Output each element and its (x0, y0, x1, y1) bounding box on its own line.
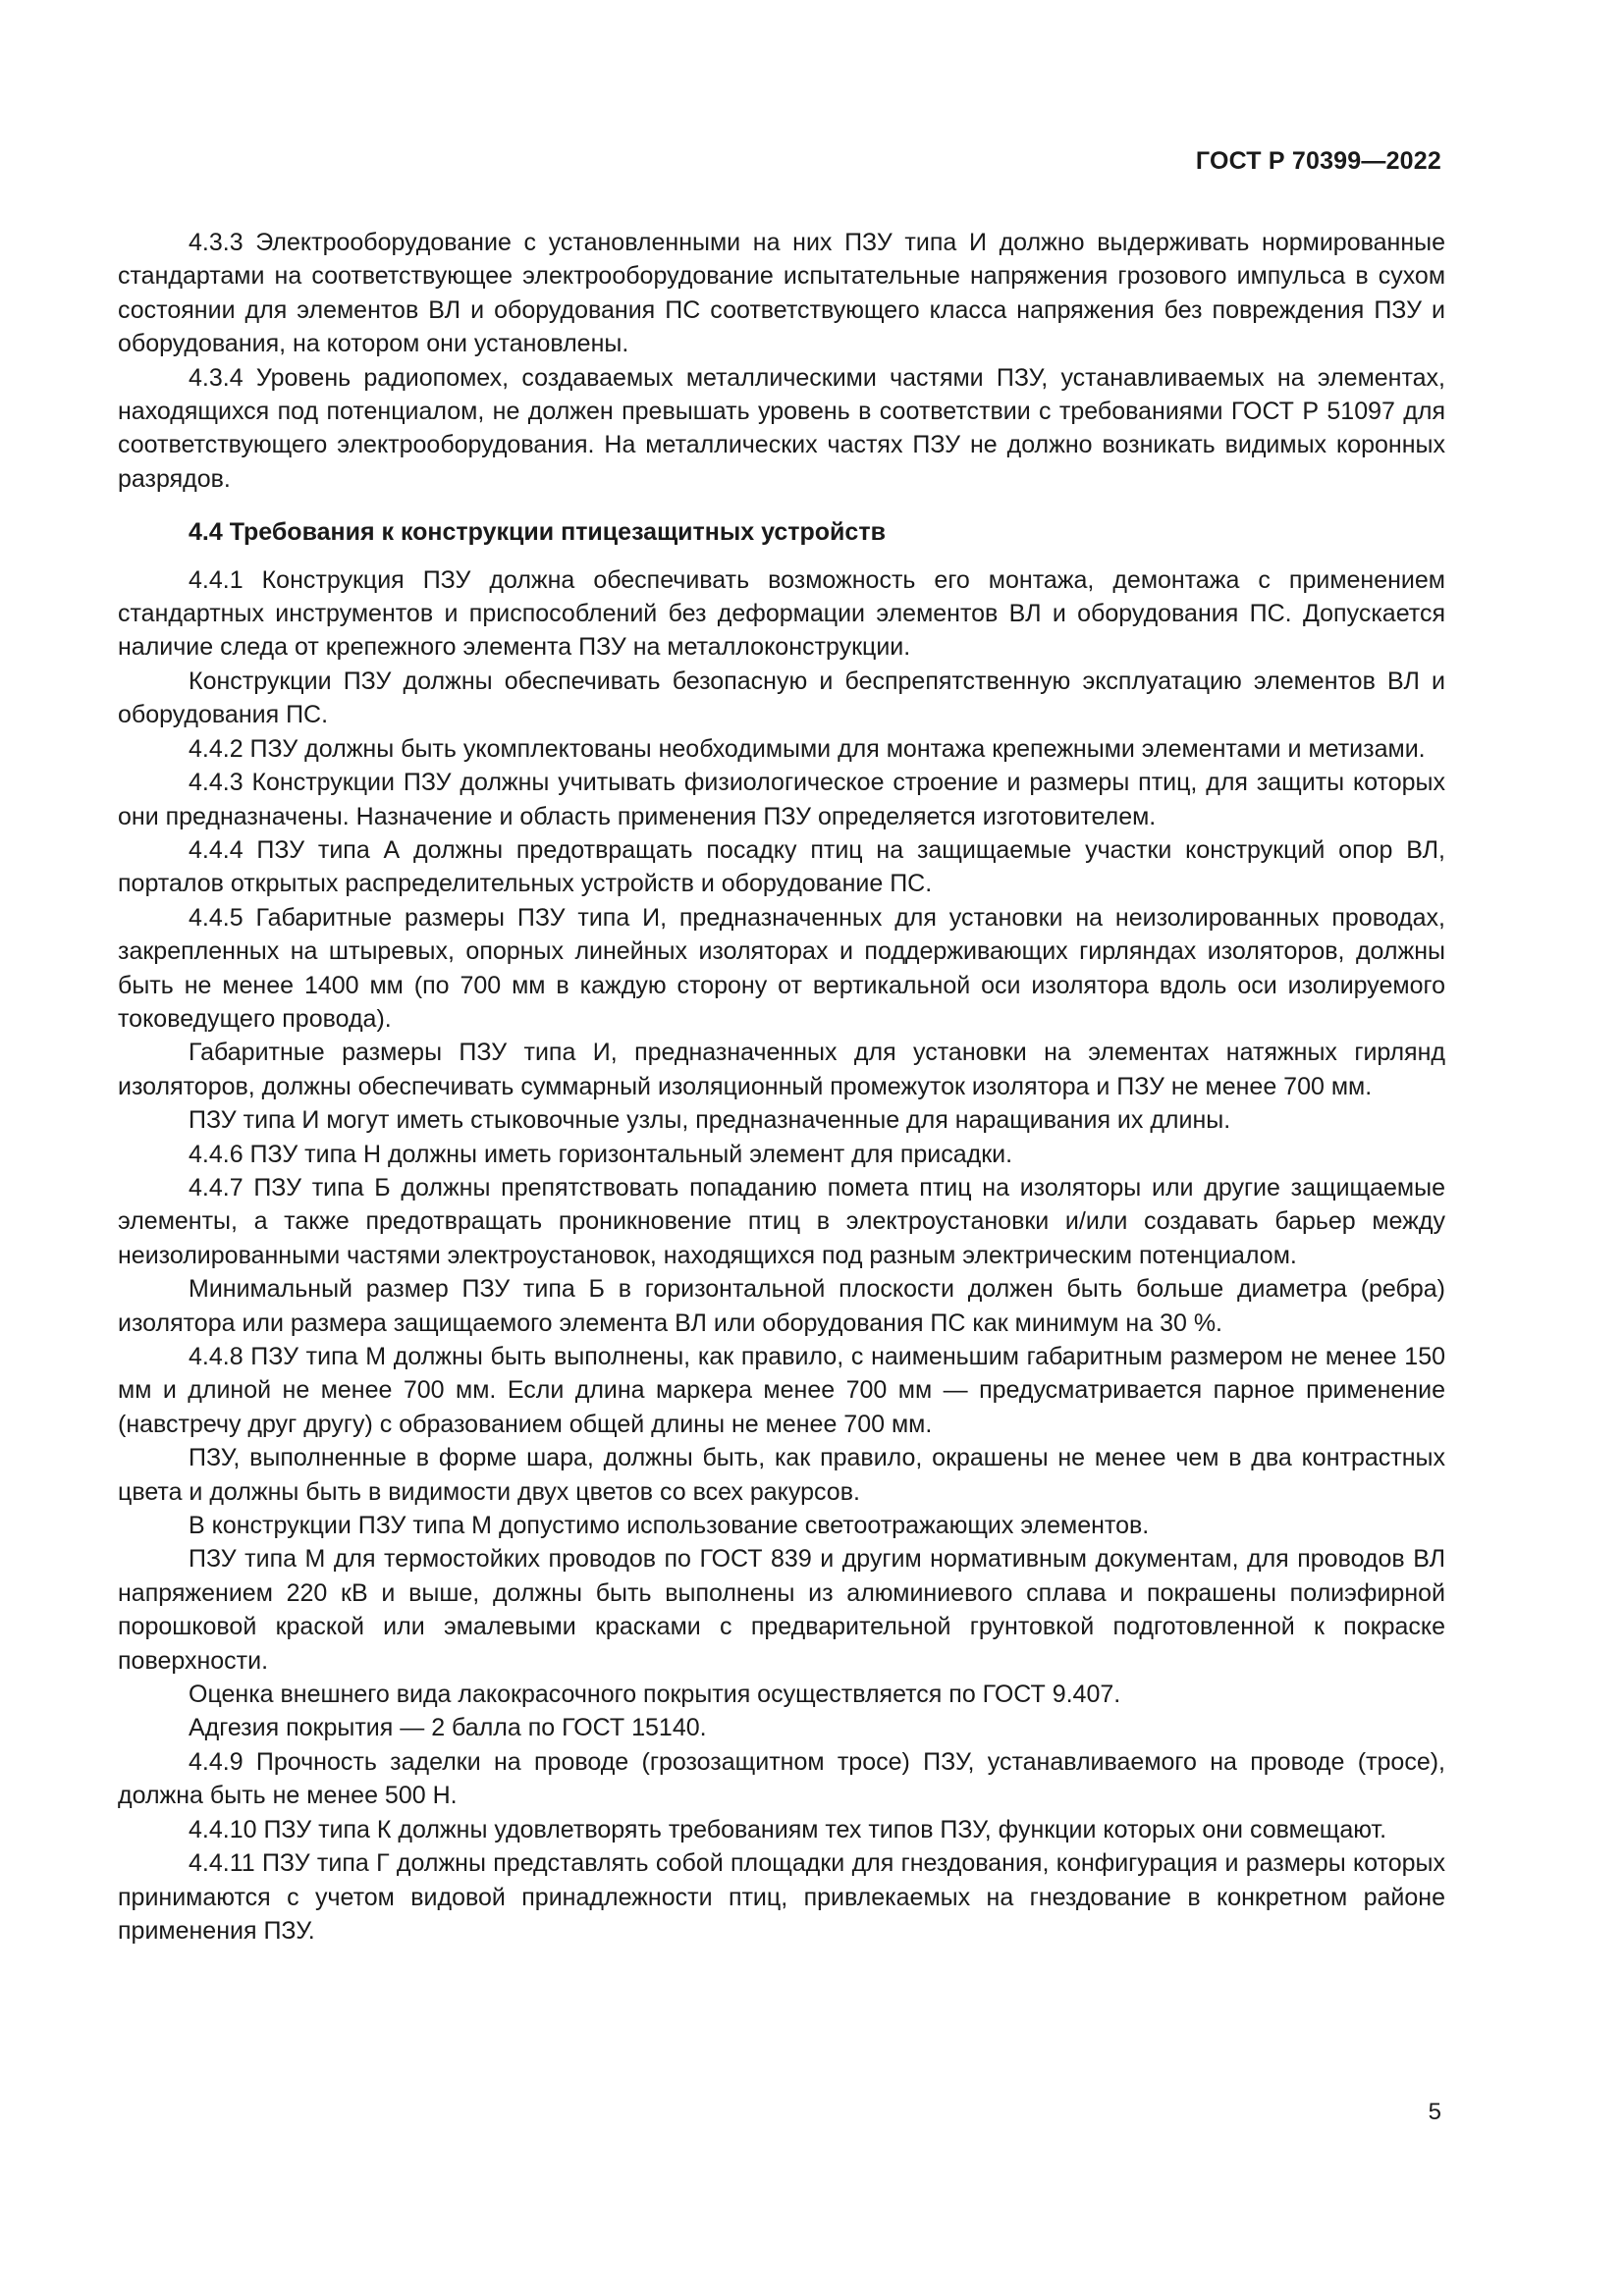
paragraph: Минимальный размер ПЗУ типа Б в горизонтальной плоскости должен быть больше диаметра (ребра) изолятора или размера защищаемого элемента ВЛ или оборудования ПС как минимум на 30 %. (118, 1275, 1445, 1337)
paragraph: 4.4.4 ПЗУ типа А должны предотвращать посадку птиц на защищаемые участки конструкций опор ВЛ, порталов открытых распределительных устройств и оборудование ПС. (118, 835, 1445, 898)
paragraph: 4.4.8 ПЗУ типа М должны быть выполнены, как правило, с наименьшим габаритным размером не менее 150 мм и длиной не менее 700 мм. Если длина маркера менее 700 мм — предусматривается парное применение (навстречу друг другу) с образованием общей длины не менее 700 мм. (118, 1343, 1445, 1438)
paragraph: Габаритные размеры ПЗУ типа И, предназначенных для установки на элементах натяжных гирлянд изоляторов, должны обеспечивать суммарный изоляционный промежуток изолятора и ПЗУ не менее 700 мм. (118, 1039, 1445, 1100)
section-title: 4.4 Требования к конструкции птицезащитных устройств (189, 518, 886, 547)
paragraph: 4.4.2 ПЗУ должны быть укомплектованы необходимыми для монтажа крепежными элементами и метизами. (189, 734, 1426, 763)
page-number: 5 (1428, 2099, 1441, 2125)
paragraph: ПЗУ типа И могут иметь стыковочные узлы, предназначенные для наращивания их длины. (189, 1106, 1231, 1135)
paragraph: 4.4.3 Конструкции ПЗУ должны учитывать физиологическое строение и размеры птиц, для защиты которых они предназначены. Назначение и область применения ПЗУ определяется изготовителем. (118, 769, 1445, 830)
paragraph: 4.4.11 ПЗУ типа Г должны представлять собой площадки для гнездования, конфигурация и размеры которых принимаются с учетом видовой принадлежности птиц, привлекаемых на гнездование в конкретном районе применения ПЗУ. (118, 1849, 1445, 1945)
paragraph: Оценка внешнего вида лакокрасочного покрытия осуществляется по ГОСТ 9.407. (189, 1681, 1121, 1709)
paragraph-4-3-4: 4.3.4 Уровень радиопомех, создаваемых металлическими частями ПЗУ, устанавливаемых на элементах, находящихся под потенциалом, не должен превышать уровень в соответствии с требованиями ГОСТ Р 51097 для соответствующего электрооборудования. На металлических частях ПЗУ не должно возникать видимых коронных разрядов. (118, 363, 1445, 493)
paragraph: 4.4.5 Габаритные размеры ПЗУ типа И, предназначенных для установки на неизолированных проводах, закрепленных на штыревых, опорных линейных изоляторах и поддерживающих гирляндах изоляторов, должны быть не менее 1400 мм (по 700 мм в каждую сторону от вертикальной оси изолятора вдоль оси изолируемого токоведущего провода). (118, 903, 1445, 1033)
paragraph: 4.4.7 ПЗУ типа Б должны препятствовать попаданию помета птиц на изоляторы или другие защищаемые элементы, а также предотвращать проникновение птиц в электроустановки и/или создавать барьер между неизолированными частями электроустановок, находящихся под разным электрическим потенциалом. (118, 1173, 1445, 1269)
paragraph: ПЗУ типа М для термостойких проводов по ГОСТ 839 и другим нормативным документам, для проводов ВЛ напряжением 220 кВ и выше, должны быть выполнены из алюминиевого сплава и покрашены полиэфирной порошковой краской или эмалевыми красками с предварительной грунтовкой подготовленной к покраске поверхности. (118, 1545, 1445, 1675)
paragraph: 4.4.9 Прочность заделки на проводе (грозозащитном тросе) ПЗУ, устанавливаемого на проводе (тросе), должна быть не менее 500 Н. (118, 1747, 1445, 1810)
paragraph: Конструкции ПЗУ должны обеспечивать безопасную и беспрепятственную эксплуатацию элементов ВЛ и оборудования ПС. (118, 667, 1445, 729)
paragraph: ПЗУ, выполненные в форме шара, должны быть, как правило, окрашены не менее чем в два контрастных цвета и должны быть в видимости двух цветов со всех ракурсов. (118, 1444, 1445, 1506)
paragraph-4-3-3: 4.3.3 Электрооборудование с установленными на них ПЗУ типа И должно выдерживать нормированные стандартами на соответствующее электрооборудование испытательные напряжения грозового импульса в сухом состоянии для элементов ВЛ и оборудования ПС соответствующего класса напряжения без повреждения ПЗУ и оборудования, на котором они установлены. (118, 229, 1445, 358)
document-body (118, 226, 1445, 1948)
paragraph: 4.4.6 ПЗУ типа Н должны иметь горизонтальный элемент для присадки. (189, 1140, 1013, 1168)
paragraph: 4.4.10 ПЗУ типа К должны удовлетворять требованиям тех типов ПЗУ, функции которых они совмещают. (189, 1815, 1387, 1843)
paragraph: Адгезия покрытия — 2 балла по ГОСТ 15140. (189, 1714, 707, 1742)
standard-code: ГОСТ Р 70399—2022 (1195, 147, 1441, 175)
paragraph: 4.4.1 Конструкция ПЗУ должна обеспечивать возможность его монтажа, демонтажа с применением стандартных инструментов и приспособлений без деформации элементов ВЛ и оборудования ПС. Допускается наличие следа от крепежного элемента ПЗУ на металлоконструкции. (118, 565, 1445, 662)
paragraph: В конструкции ПЗУ типа М допустимо использование светоотражающих элементов. (189, 1512, 1150, 1540)
